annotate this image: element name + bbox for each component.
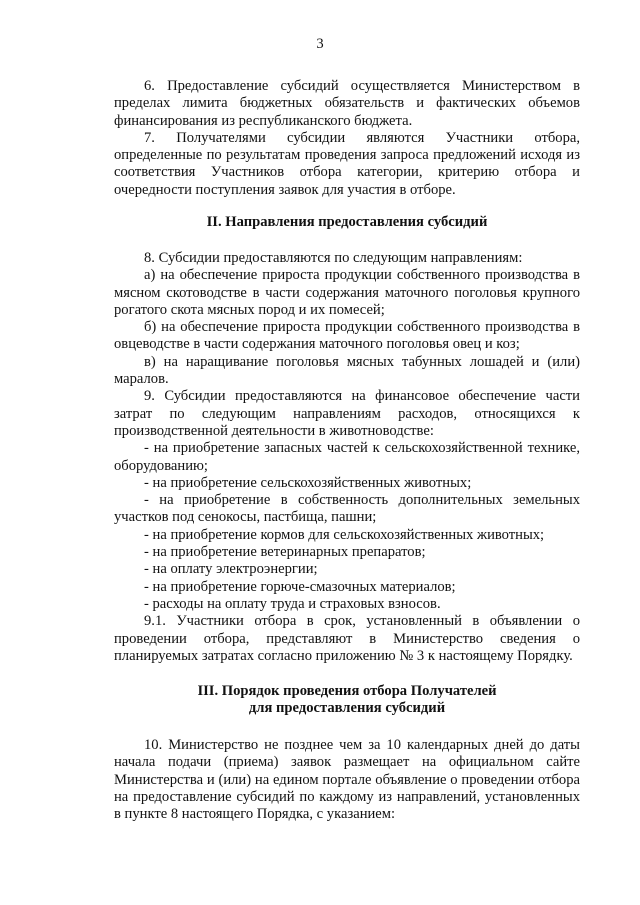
paragraph-9-1: 9.1. Участники отбора в срок, установленный в объявлении о проведении отбора, представляют в Министерство сведения о планируемых затратах согласно приложению № 3 к настоящему Порядку. <box>114 613 580 664</box>
list-item: - на приобретение запасных частей к сельскохозяйственной технике, оборудованию; <box>114 440 580 474</box>
section-3-body <box>114 737 580 823</box>
section-2-body <box>114 250 580 665</box>
section-2-heading: II. Направления предоставления субсидий <box>206 214 488 230</box>
paragraph-6: 6. Предоставление субсидий осуществляется Министерством в пределах лимита бюджетных обязательств и фактических объемов финансирования из республиканского бюджета. <box>114 78 580 129</box>
intro-paragraphs <box>114 78 580 199</box>
section-3-heading-line-2: для предоставления субсидий <box>248 700 446 717</box>
paragraph-8: 8. Субсидии предоставляются по следующим направлениям: <box>144 250 523 266</box>
paragraph-8b: б) на обеспечение прироста продукции собственного производства в овцеводстве в части содержания маточного поголовья овец и коз; <box>114 319 580 353</box>
paragraph-9: 9. Субсидии предоставляются на финансовое обеспечение части затрат по следующим направлениям расходов, относящихся к производственной деятельности в животноводстве: <box>114 388 580 439</box>
page-number: 3 <box>316 36 324 52</box>
paragraph-8a: а) на обеспечение прироста продукции собственного производства в мясном скотоводстве в части содержания маточного поголовья крупного рогатого скота мясных пород и их помесей; <box>114 267 580 318</box>
list-item: - на приобретение ветеринарных препаратов; <box>144 544 426 561</box>
list-item: - на приобретение сельскохозяйственных животных; <box>144 474 472 491</box>
paragraph-8c: в) на наращивание поголовья мясных табунных лошадей и (или) маралов. <box>114 353 580 388</box>
paragraph-7: 7. Получателями субсидии являются Участники отбора, определенные по результатам проведения запроса предложений исходя из соответствия Участников отбора категории, критерию отбора и очередности поступления заявок для участия в отборе. <box>114 129 580 198</box>
list-item: - расходы на оплату труда и страховых взносов. <box>144 595 441 612</box>
paragraph-10: 10. Министерство не позднее чем за 10 календарных дней до даты начала подачи (приема) заявок размещает на официальном сайте Министерства и (или) на едином портале объявление о проведении отбора на предоставление субсидий по каждому из направлений, установленных в пункте 8 настоящего Порядка, с указанием: <box>114 737 580 823</box>
section-3-heading <box>114 683 580 718</box>
section-3-heading-line-1: III. Порядок проведения отбора Получателей <box>197 683 497 699</box>
list-item: - на оплату электроэнергии; <box>144 561 318 578</box>
list-item: - на приобретение в собственность дополнительных земельных участков под сенокосы, пастбища, пашни; <box>114 492 580 526</box>
list-item: - на приобретение кормов для сельскохозяйственных животных; <box>144 526 545 543</box>
list-item: - на приобретение горюче-смазочных материалов; <box>144 578 456 595</box>
